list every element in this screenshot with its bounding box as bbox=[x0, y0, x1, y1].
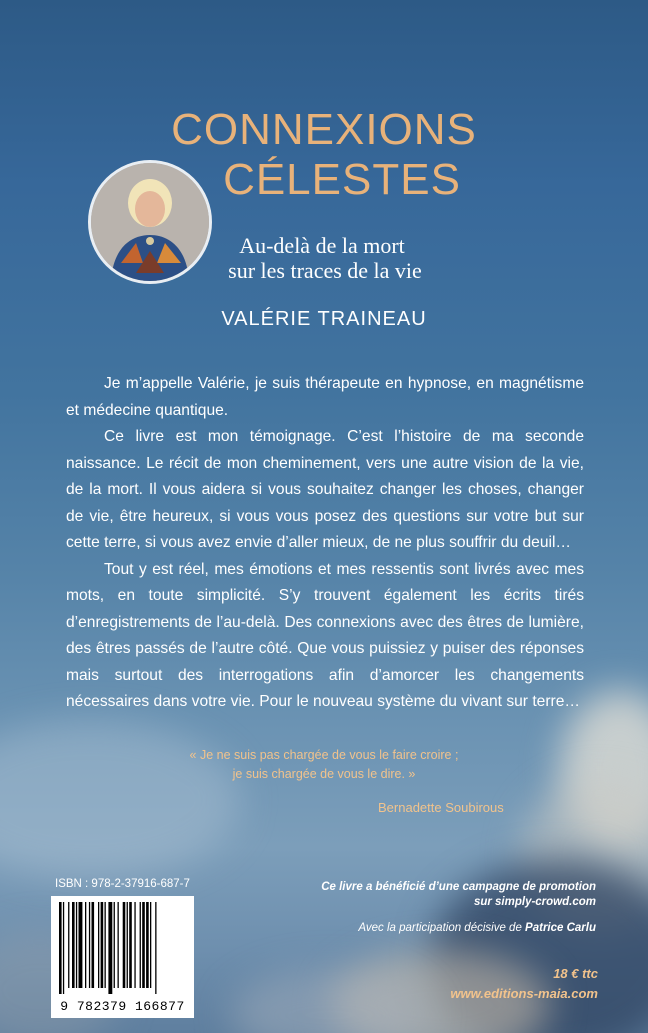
cloud-shape bbox=[0, 720, 240, 880]
barcode-bar bbox=[108, 902, 112, 994]
quote-line-2: je suis chargée de vous le dire. » bbox=[232, 767, 416, 781]
barcode-bar bbox=[114, 902, 115, 988]
summary-paragraph: Tout y est réel, mes émotions et mes ressentis sont livrés avec mes mots, en toute simplicité. S’y trouvent également les écrits tirés d’enregistrements de l’au-delà. Des connexions avec des êtres de lumière, des êtres passés de l’autre côté. Que vous puissiez y puiser des réponses mais surtout des interrogations afin d’amorcer les changements nécessaires dans votre vie. Pour le nouveau système du vivant sur terre… bbox=[66, 560, 584, 710]
quote-line-1: « Je ne suis pas chargée de vous le faire croire ; bbox=[189, 748, 459, 762]
barcode-bar bbox=[68, 902, 69, 988]
barcode-bar bbox=[79, 902, 83, 988]
barcode-bar bbox=[140, 902, 141, 988]
barcode-bar bbox=[89, 902, 90, 988]
quote-author: Bernadette Soubirous bbox=[378, 800, 504, 815]
barcode-bar bbox=[142, 902, 145, 988]
book-title-line-1: CONNEXIONS bbox=[171, 105, 477, 154]
barcode-bars bbox=[51, 896, 194, 996]
summary-paragraph: Ce livre est mon témoignage. C’est l’histoire de ma seconde naissance. Le récit de mon cheminement, vers une autre vision de la vie, de la mort. Il vous aidera si vous souhaitez changer les choses, changer de vie, être heureux, si vous vous posez des questions sur votre but sur cette terre, si vous avez envie d’aller mieux, de ne plus souffrir du deuil… bbox=[66, 428, 584, 551]
barcode-bar bbox=[59, 902, 62, 994]
book-subtitle-line-2: sur les traces de la vie bbox=[228, 258, 422, 283]
author-photo bbox=[88, 160, 212, 284]
promo-line-1: Ce livre a bénéficié d’une campagne de promotion bbox=[321, 881, 596, 893]
barcode-bar bbox=[134, 902, 135, 988]
participation-note bbox=[358, 921, 596, 936]
barcode-bar bbox=[118, 902, 119, 988]
barcode-bar bbox=[85, 902, 86, 988]
participation-name: Patrice Carlu bbox=[525, 922, 596, 934]
publisher-website: www.editions-maia.com bbox=[450, 986, 598, 1001]
barcode-bar bbox=[150, 902, 151, 988]
book-title-line-2: CÉLESTES bbox=[223, 155, 461, 204]
price: 18 € ttc bbox=[553, 966, 598, 981]
barcode-bar bbox=[92, 902, 95, 988]
summary-paragraph: Je m’appelle Valérie, je suis thérapeute en hypnose, en magnétisme et médecine quantique. bbox=[66, 375, 584, 419]
barcode bbox=[51, 896, 194, 1018]
barcode-bar bbox=[105, 902, 106, 988]
barcode-bar bbox=[98, 902, 99, 988]
author-portrait-icon bbox=[91, 163, 209, 281]
barcode-bar bbox=[146, 902, 149, 988]
book-summary bbox=[66, 371, 584, 716]
barcode-bar bbox=[63, 902, 64, 994]
promo-line-2: sur simply-crowd.com bbox=[473, 896, 596, 908]
participation-prefix: Avec la participation décisive de bbox=[358, 922, 522, 934]
barcode-bar bbox=[101, 902, 104, 988]
barcode-number: 9 782379 166877 bbox=[60, 999, 185, 1014]
isbn-number: ISBN : 978-2-37916-687-7 bbox=[55, 878, 190, 890]
barcode-bar bbox=[155, 902, 156, 994]
author-name: VALÉRIE TRAINEAU bbox=[221, 308, 427, 330]
barcode-bar bbox=[129, 902, 132, 988]
barcode-bar bbox=[127, 902, 128, 988]
book-subtitle-line-1: Au-delà de la mort bbox=[239, 233, 405, 258]
barcode-bar bbox=[72, 902, 75, 988]
barcode-bar bbox=[76, 902, 77, 988]
barcode-bar bbox=[123, 902, 126, 988]
